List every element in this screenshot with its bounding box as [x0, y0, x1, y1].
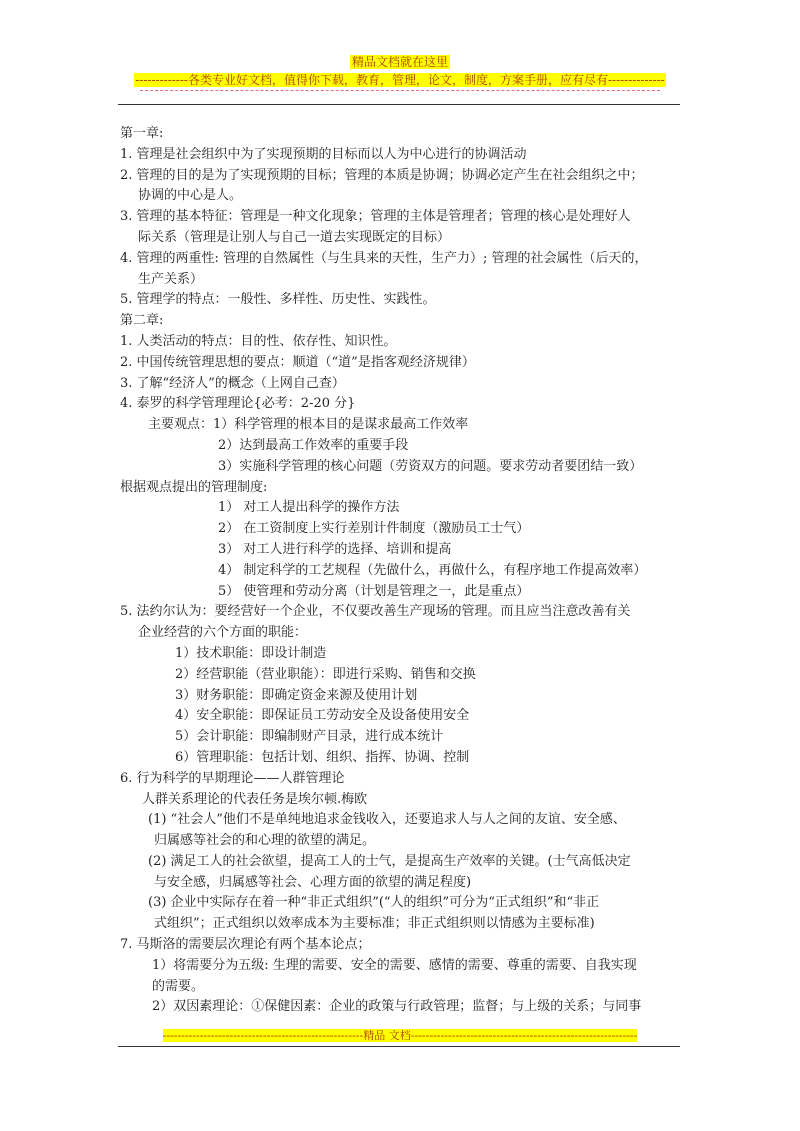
- text-line: 3） 对工人进行科学的选择、培训和提高: [218, 541, 452, 557]
- text-line: 根据观点提出的管理制度:: [120, 479, 268, 495]
- text-line: 1. 人类活动的特点：目的性、依存性、知识性。: [120, 333, 397, 349]
- text-line: 协调的中心是人。: [138, 188, 243, 204]
- text-line: 4） 制定科学的工艺规程（先做什么，再做什么，有程序地工作提高效率）: [218, 562, 647, 578]
- header-title: [0, 54, 800, 70]
- text-line: 1. 管理是社会组织中为了实现预期的目标而以人为中心进行的协调活动: [120, 146, 527, 162]
- text-line: (1) “社会人”他们不是单纯地追求金钱收入，还要追求人与人之间的友谊、安全感、: [148, 812, 626, 828]
- text-line: 5）会计职能：即编制财产目录，进行成本统计: [175, 729, 444, 745]
- header-title-text: 精品文档就在这里: [351, 55, 448, 69]
- text-line: 企业经营的六个方面的职能：: [138, 625, 308, 641]
- text-line: 4）安全职能：即保证员工劳动安全及设备使用安全: [175, 708, 470, 724]
- text-line: 人群关系理论的代表任务是埃尔顿.梅欧: [142, 791, 368, 807]
- header-banner-text: -------------各类专业好文档，值得你下载，教育，管理，论文，制度，方案手册，应有尽有--------------: [135, 73, 665, 87]
- text-line: 2. 中国传统管理思想的要点：顺道（“道”是指客观经济规律）: [120, 354, 475, 370]
- header-dashed-divider: [140, 90, 660, 91]
- text-line: 3）财务职能：即确定资金来源及使用计划: [175, 687, 418, 703]
- text-line: 5. 管理学的特点：一般性、多样性、历史性、实践性。: [120, 292, 436, 308]
- text-line: 7. 马斯洛的需要层次理论有两个基本论点；: [120, 937, 371, 953]
- text-line: 1）将需要分为五级: 生理的需要、安全的需要、感情的需要、尊重的需要、自我实现: [152, 957, 637, 973]
- header-rule: [118, 104, 680, 105]
- header-banner: [0, 72, 800, 88]
- text-line: 5. 法约尔认为：要经营好一个企业，不仅要改善生产现场的管理。而且应当注意改善有关: [120, 604, 631, 620]
- footer-banner: [0, 1029, 800, 1043]
- text-line: 6. 行为科学的早期理论——人群管理论: [120, 770, 345, 786]
- text-line: 3）实施科学管理的核心问题（劳资双方的问题。要求劳动者要团结一致）: [218, 458, 643, 474]
- text-line: 6）管理职能：包括计划、组织、指挥、协调、控制: [175, 749, 470, 765]
- text-line: (2) 满足工人的社会欲望，提高工人的士气，是提高生产效率的关键。(士气高低决定: [148, 853, 631, 869]
- text-line: 2. 管理的目的是为了实现预期的目标；管理的本质是协调；协调必定产生在社会组织之中；: [120, 167, 644, 183]
- text-line: 生产关系）: [138, 271, 204, 287]
- text-line: 2） 在工资制度上实行差别计件制度（激励员工士气）: [218, 521, 530, 537]
- text-line: 3. 管理的基本特征：管理是一种文化现象；管理的主体是管理者；管理的核心是处理好人: [120, 209, 631, 225]
- text-line: 的需要。: [152, 978, 205, 994]
- text-line: 第二章:: [120, 313, 164, 329]
- text-line: 第一章:: [120, 126, 164, 141]
- text-line: 式组织”；正式组织以效率成本为主要标准；非正式组织则以情感为主要标准): [154, 916, 595, 932]
- text-line: 4. 管理的两重性: 管理的自然属性（与生具来的天性，生产力）; 管理的社会属性（后天的，: [120, 250, 648, 266]
- text-line: 主要观点：1）科学管理的根本目的是谋求最高工作效率: [148, 417, 469, 433]
- text-line: 3. 了解“经济人”的概念（上网自己查）: [120, 375, 345, 391]
- text-line: 2）达到最高工作效率的重要手段: [218, 437, 409, 453]
- document-body: [120, 124, 690, 1018]
- text-line: 1）技术职能：即设计制造: [175, 645, 327, 661]
- text-line: 2）经营职能（营业职能）：即进行采购、销售和交换: [175, 666, 476, 682]
- text-line: (3) 企业中实际存在着一种“非正式组织”(“人的组织”可分为“正式组织”和“非正: [148, 895, 600, 911]
- text-line: 1） 对工人提出科学的操作方法: [218, 500, 400, 516]
- text-line: 5） 使管理和劳动分离（计划是管理之一，此是重点）: [218, 583, 530, 599]
- text-line: 4. 泰罗的科学管理理论{必考：2-20 分}: [120, 396, 356, 412]
- footer-rule: [118, 1046, 680, 1047]
- footer-banner-text: ------------------------------------------------------精品 文档-------------------------------------------------------------: [162, 1029, 638, 1042]
- text-line: 归属感等社会的和心理的欲望的满足。: [154, 833, 376, 849]
- text-line: 2）双因素理论：①保健因素：企业的政策与行政管理；监督；与上级的关系；与同事: [152, 999, 642, 1015]
- text-line: 与安全感，归属感等社会、心理方面的欲望的满足程度): [154, 874, 472, 890]
- text-line: 际关系（管理是让别人与自己一道去实现既定的目标）: [138, 229, 451, 245]
